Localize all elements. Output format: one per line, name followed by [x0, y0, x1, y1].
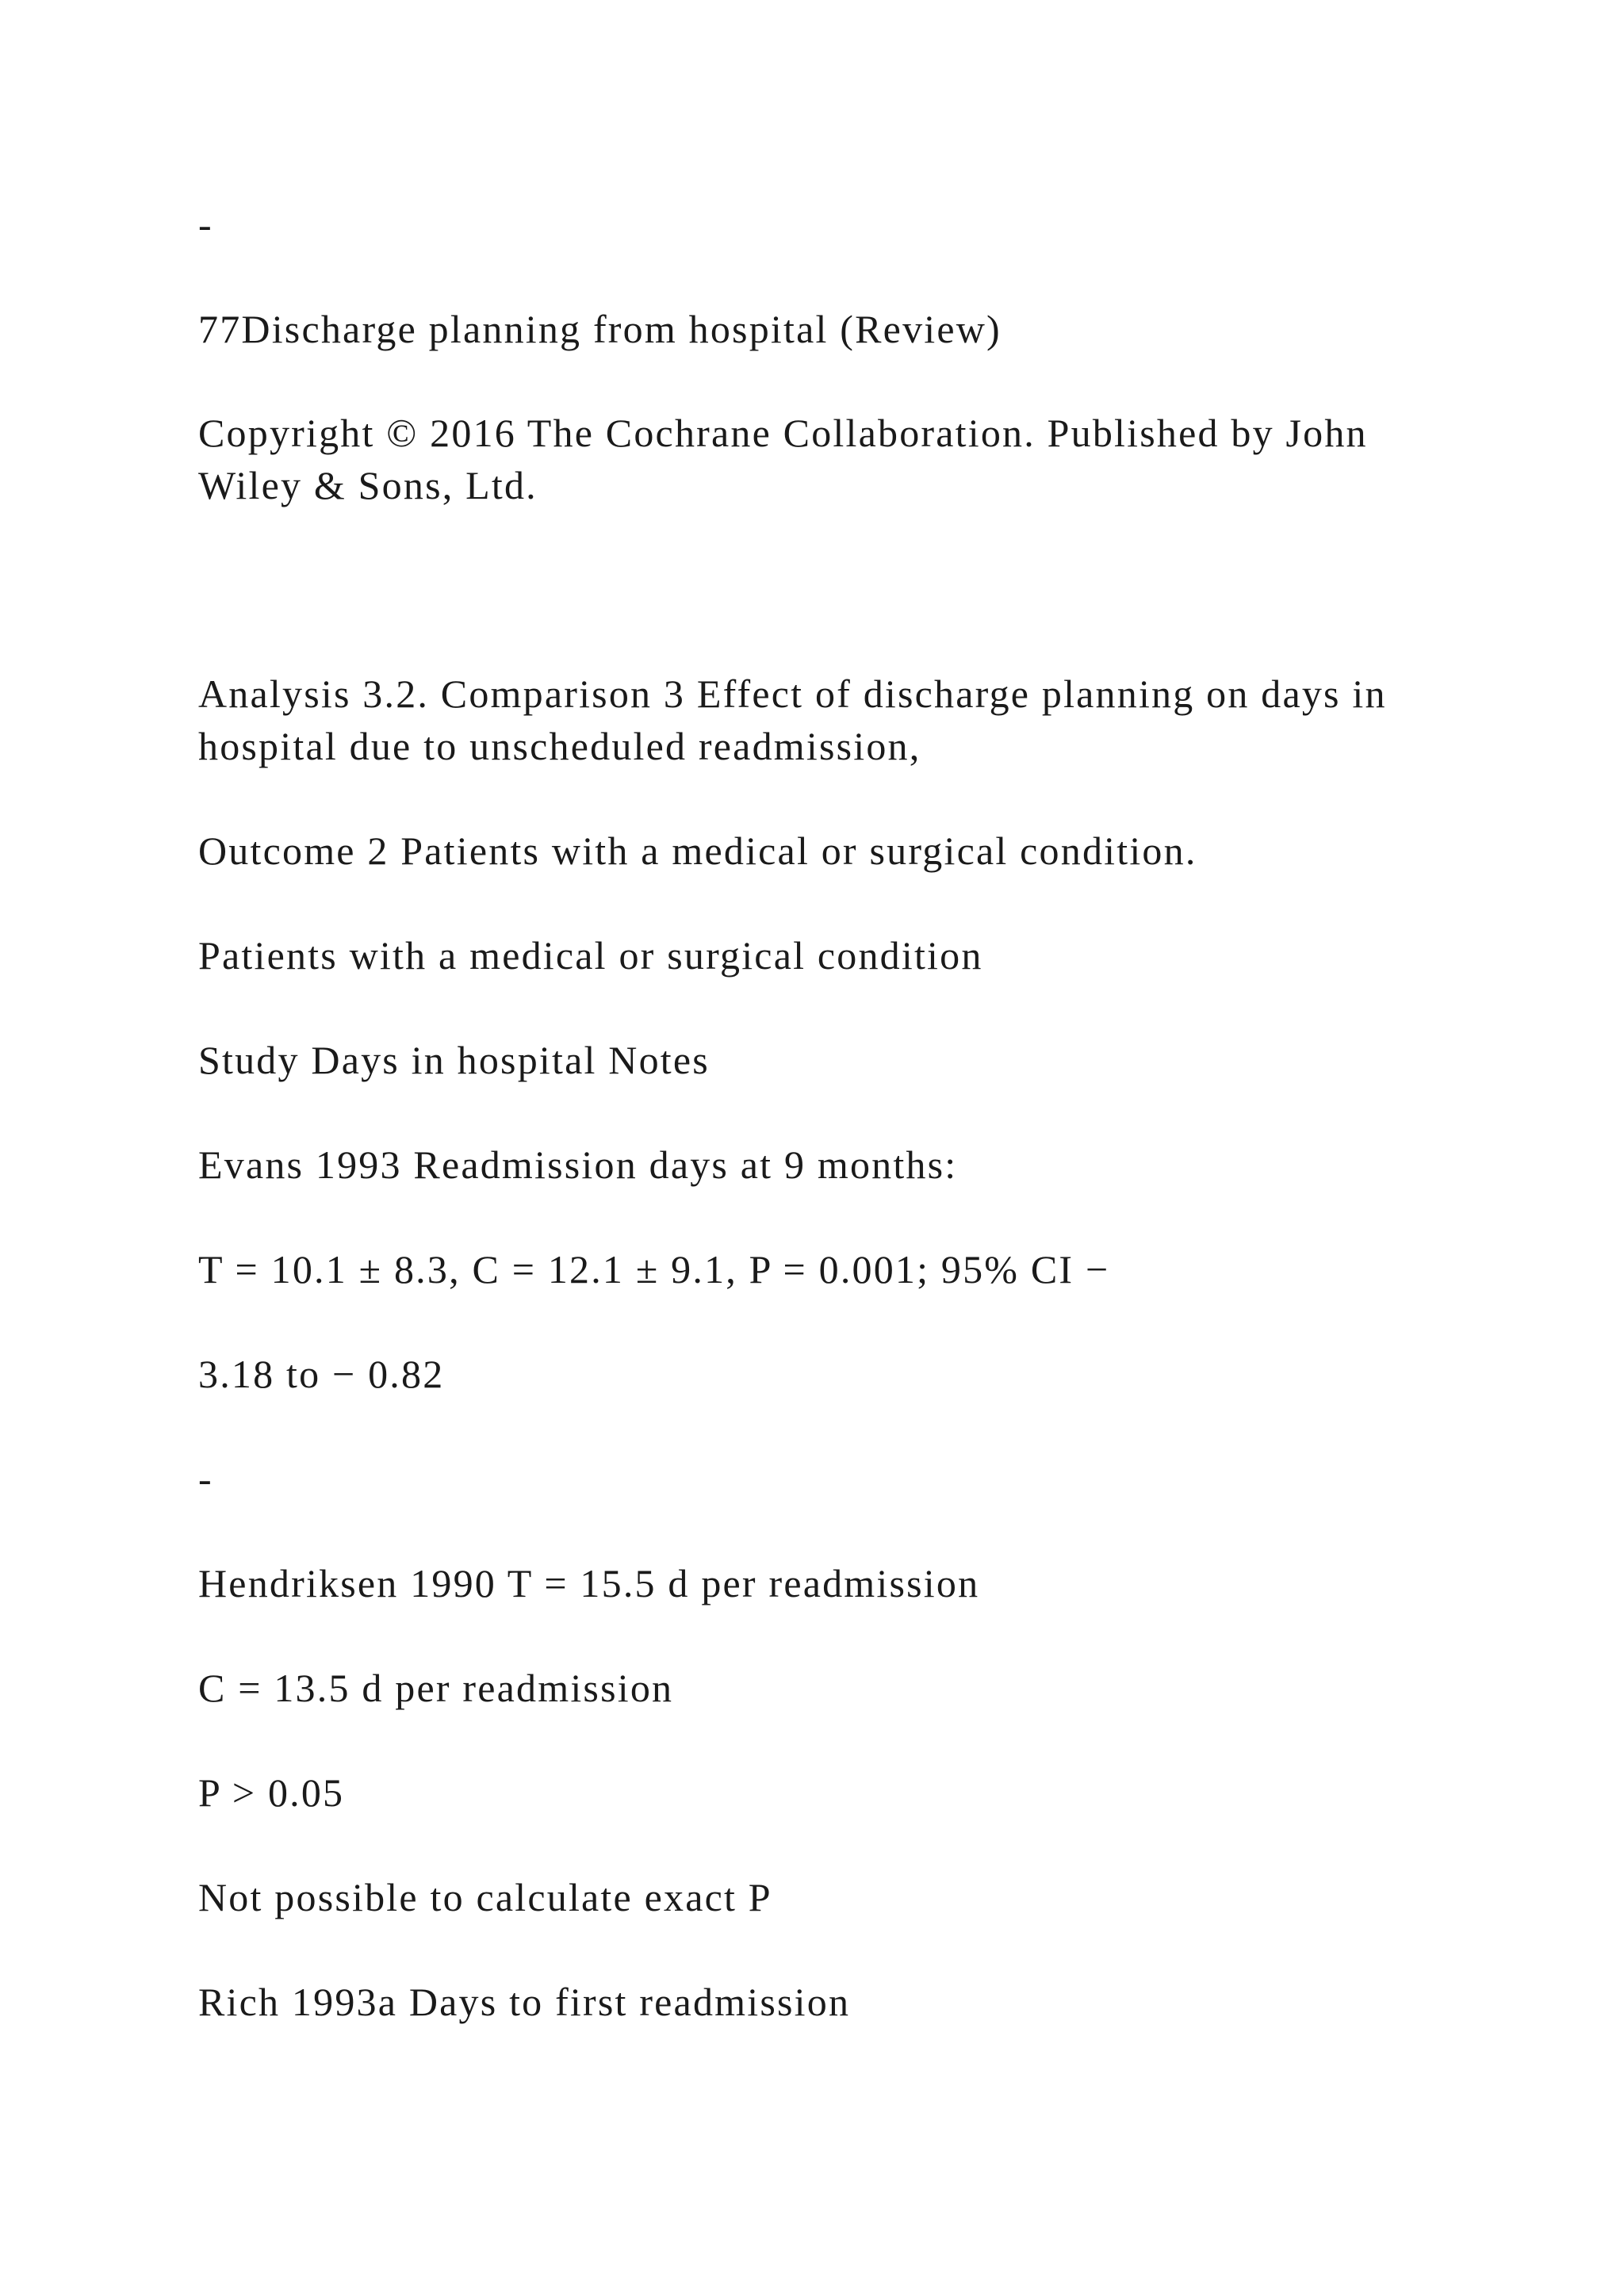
subgroup-heading: Patients with a medical or surgical condition	[198, 933, 983, 978]
evans-results: T = 10.1 ± 8.3, C = 12.1 ± 9.1, P = 0.001; 95% CI −	[198, 1247, 1110, 1292]
table-header: Study Days in hospital Notes	[198, 1038, 710, 1082]
study-row-hendriksen: Hendriksen 1990 T = 15.5 d per readmission	[198, 1561, 980, 1605]
analysis-title: Analysis 3.2. Comparison 3 Effect of discharge planning on days in hospital due to unscheduled readmission,	[198, 672, 1387, 768]
dash-separator: -	[198, 202, 213, 247]
hendriksen-p-value: P > 0.05	[198, 1770, 345, 1815]
evans-ci-continued: 3.18 to − 0.82	[198, 1352, 445, 1396]
outcome-title: Outcome 2 Patients with a medical or surgical condition.	[198, 828, 1197, 873]
dash-separator: -	[198, 1456, 213, 1501]
study-row-evans: Evans 1993 Readmission days at 9 months:	[198, 1142, 958, 1187]
copyright-notice: Copyright © 2016 The Cochrane Collaboration. Published by John Wiley & Sons, Ltd.	[198, 411, 1368, 507]
hendriksen-control: C = 13.5 d per readmission	[198, 1666, 674, 1710]
hendriksen-note: Not possible to calculate exact P	[198, 1875, 772, 1919]
study-row-rich: Rich 1993a Days to first readmission	[198, 1980, 851, 2024]
running-header: 77Discharge planning from hospital (Review)	[198, 307, 1002, 351]
